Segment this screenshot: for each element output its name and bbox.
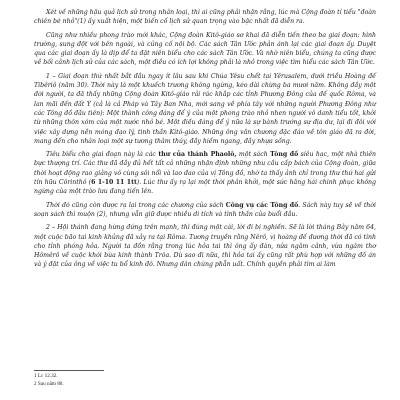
- bold-text: 6 1-10 11 1tt: [91, 179, 137, 187]
- text-run: một sách: [236, 151, 271, 159]
- bold-text: thư của thánh Phaolô,: [158, 151, 237, 159]
- text-run: . Sách này tuy sẽ về thời soạn sách thì muộn (2), nhưng vẫn giữ được nhiều di tích và tình thần của buổi đầu.: [34, 201, 376, 218]
- text-run: 1 – Giai đoạn thứ nhất bắt đầu ngay ít lâu sau khi Chúa Yêsu chết tại Yêrusalem, dưới triều Hoàng đế Tibêriô (năm 30). Thời này là một khuếch trương không ngừng, kéo dài chừng ba mươi năm. Không đầy một đời người, ta đã thấy những Cộng đoàn Kitô-giáo rải rác khắp các tỉnh Phương Đông của đế quốc Rôma, và lan mãi đến đất Ý (cả là cả Pháp và Tây Ban Nha, mới sang về phía tây với những người Phương Đông như các Tông đồ đầu tiên): Một thành công đáng để ý của một phong trào nhỏ nhen người vô danh tiểu tốt, khởi từ những thôn xóm của một nước nhỏ bé. Một điều đáng để ý nữa là sự bành trướng sự địa dư, lại đi đôi với việc xây dựng nền móng đạo lý, tinh thần Kitô-giáo. Những ông văn chương đặc đáo về tôn giáo đã ra đời, mang đến cho nhân loại một sự tương thâm thúy, đầy hiếm ngang, đầy nhựa sống.: [34, 72, 376, 145]
- paragraph: [34, 201, 376, 220]
- text-run: Cũng như nhiều phong trào mới khác, Cộng đoàn Kitô-giáo sơ khai đã diễn tiến theo ba giai đoạn: hình trường, sung đột với bên ngoài, và củng cố nội bộ. Các sách Tân Ước phản ánh lại các giai đoạn ấy. Duyệt qua các giai đoạn ấy là dịp để ta đặt niên biểu cho các sách Tân Ước. Và nhờ niên biểu, chúng ta cũng được về bối cảnh lịch sử của các sách, một điều có ích lợi không phải là nhỏ trong việc tìm hiểu các sách Tân Ước.: [34, 31, 376, 67]
- text-run: Tiêu biểu cho giai đoạn này là các: [46, 151, 159, 159]
- paragraph: [34, 150, 376, 196]
- paragraph: [34, 72, 376, 146]
- footnote-divider: [34, 370, 104, 371]
- footnote-1: 1 Lc 12.32.: [34, 373, 58, 379]
- paragraph: [34, 31, 376, 68]
- bold-text: Tông đồ: [270, 151, 299, 159]
- paragraph: [34, 223, 376, 269]
- text-run: 2 – Hội thánh đang hừng đứng trên mạnh, thì đúng một cái, lời đi bị nghiền. Sẽ là lời tháng Bảy năm 64, một cuộc bão tai kinh khủng đã xảy ra tại Rôma. Tương truyền rằng Nêrô, vị hoàng đế đương thời đã có tình cho tỉnh phóng hỏa. Người ta đồn rằng trong lúc hỏa tai thì ông ấy đàn, nửa ngâm cảnh, vừa ngâm thơ Hômêrô về cuộc khói bùa kinh thành Trôa. Dù sao đi nữa, thì hỏa tai ấy cũng rất phù hợp với những đồ án và ý đặt của ông về việc tu bổ kinh đô. Nhưng dân chúng phẫn uất. Chính quyền phải tìm ai làm: [34, 224, 376, 269]
- text-run: Thời đó cũng còn được rạ lại trong các chương của sách: [46, 201, 226, 209]
- footnote-2: 2 Sau năm 80.: [34, 380, 64, 387]
- text-run: ). Lúc thư ấy rạ lại một thời phân khởi, một sức hăng hái chinh phục không ngừng của một trào lưu đang tiến lên.: [34, 179, 376, 196]
- text-run: Xét về những hậu quả lịch sử trong nhân loại, thì ai cũng phải nhận rằng, lúc mà Cộng đoàn tí tiểu "đoàn chiên bé nhỏ"(1) ấy xuất hiện, một biến cố lịch sử quan trọng vào bậc nhất đã diễn ra.: [34, 9, 376, 26]
- paragraph: [34, 8, 376, 27]
- bold-text: Công vụ các Tông đồ: [225, 201, 299, 209]
- page-body: [34, 8, 376, 274]
- text-run: siêu hạc, một nhà thiên bực thượng trí. Các thư đã đầy đủ hết tất cả những nhận định những nhu cầu cấp bách của Cộng đoàn, giữa thời hoạt động rao giảng vô cùng sôi nổi và lao đao của vị Tông đồ, nhờ ta thấy ảnh chỉ trong thư thứ hai gửi tín hữu Côrinthô (: [34, 151, 377, 187]
- footnotes: [34, 370, 376, 388]
